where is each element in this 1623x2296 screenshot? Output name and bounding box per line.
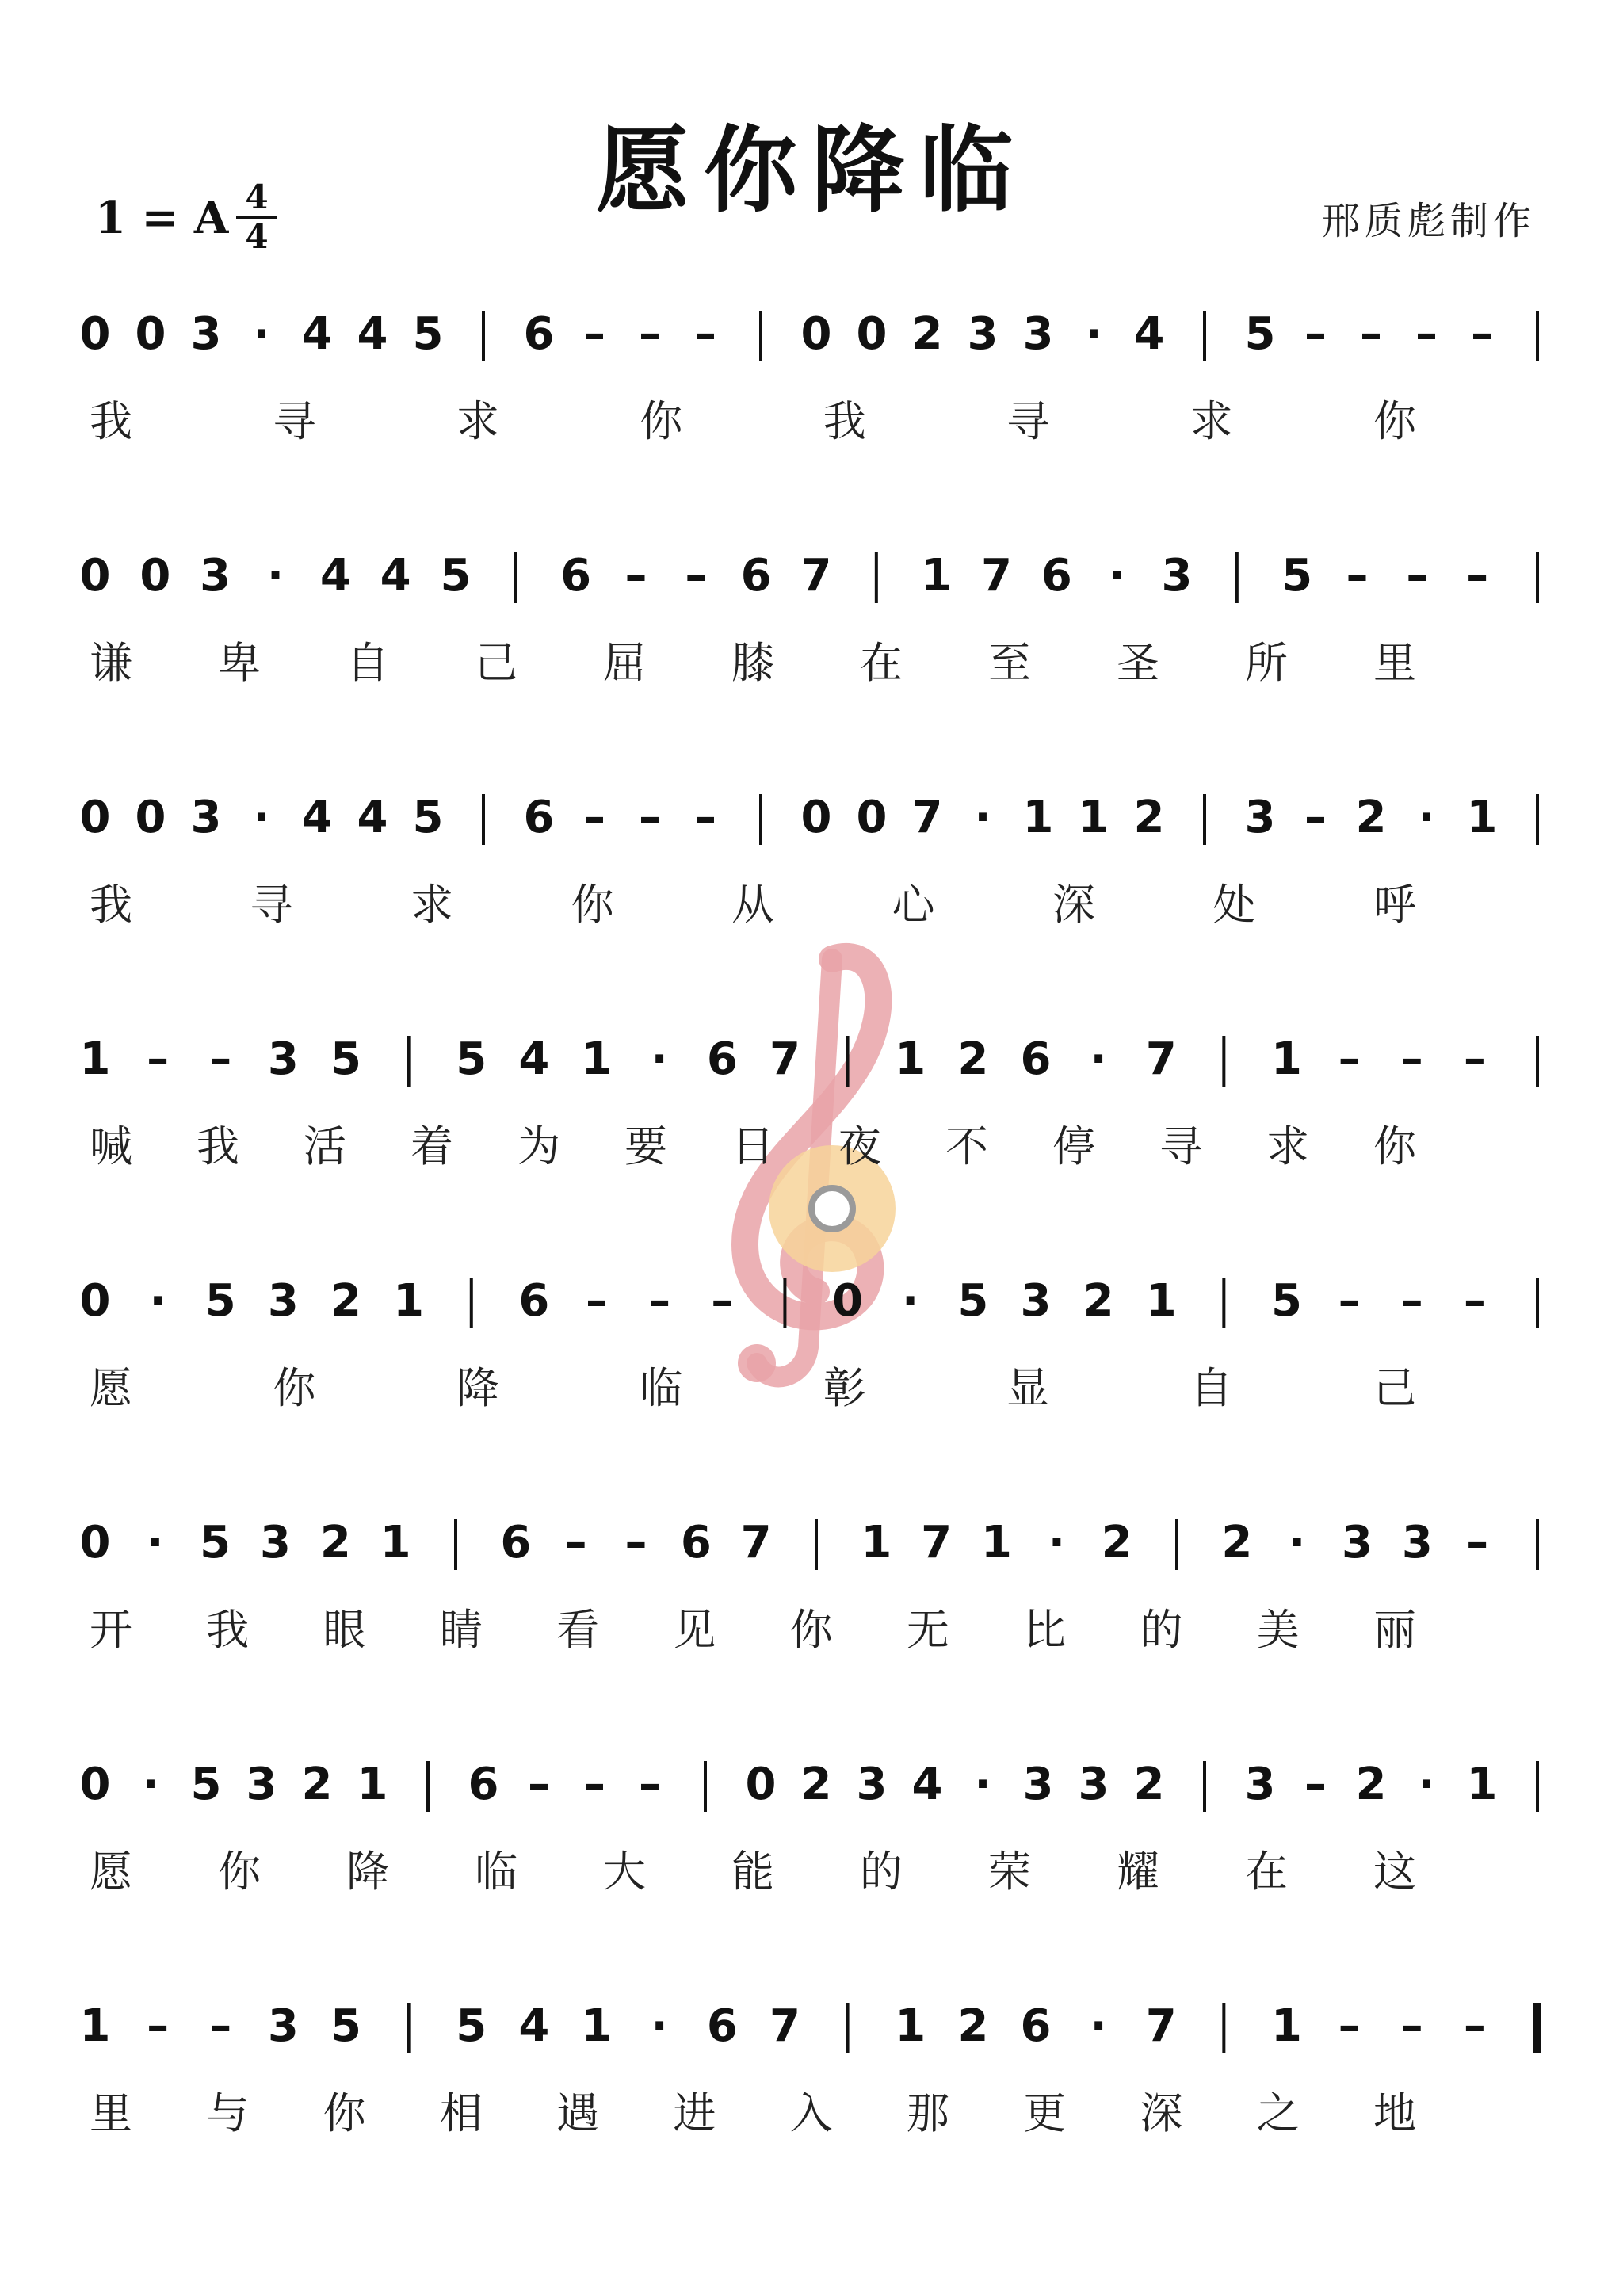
lyric-char: 心 <box>892 880 935 930</box>
lyric-char: 那 <box>906 2088 949 2138</box>
lyric-char: 日 <box>731 1121 774 1171</box>
note: 2 <box>1355 1759 1387 1810</box>
dash-extension: – <box>639 1759 661 1810</box>
lyric-char: 为 <box>517 1121 560 1171</box>
note: 2 <box>1133 792 1165 843</box>
lyric-char: 卑 <box>218 638 261 688</box>
note: 3 <box>246 1759 277 1810</box>
note: 5 <box>204 1275 236 1327</box>
dash-extension: – <box>1463 1033 1486 1085</box>
score-line <box>80 1517 1537 1655</box>
lyric-char: 自 <box>346 638 389 688</box>
dash-extension: – <box>147 1033 170 1085</box>
note: 0 <box>79 1275 111 1327</box>
note: 6 <box>1041 550 1072 602</box>
dash-extension: – <box>1466 1517 1489 1568</box>
dash-extension: – <box>1338 2000 1361 2052</box>
key-signature: 1 = A <box>95 192 229 244</box>
note: 5 <box>412 792 444 843</box>
note: 2 <box>1221 1517 1253 1568</box>
dash-extension: – <box>1463 2000 1486 2052</box>
lyric-char: 能 <box>731 1847 774 1897</box>
dash-extension: – <box>1346 550 1369 602</box>
dash-extension: – <box>583 792 605 843</box>
dot-extension: · <box>651 2000 668 2052</box>
dot-extension: · <box>902 1275 919 1327</box>
note: 6 <box>523 308 555 360</box>
lyric-char: 愿 <box>90 1847 132 1897</box>
dot-extension: · <box>651 1033 668 1085</box>
lyric-char: 地 <box>1373 2088 1416 2138</box>
dot-extension: · <box>1048 1517 1065 1568</box>
lyric-char: 圣 <box>1117 638 1159 688</box>
lyric-char: 之 <box>1256 2088 1300 2138</box>
lyric-char: 彰 <box>823 1363 866 1413</box>
dash-extension: – <box>1338 1033 1361 1085</box>
note: 5 <box>957 1275 989 1327</box>
note: 3 <box>1022 1759 1054 1810</box>
lyric-char: 我 <box>823 396 866 446</box>
lyric-char: 我 <box>90 880 132 930</box>
note: 3 <box>267 1033 299 1085</box>
dash-extension: – <box>1400 1033 1423 1085</box>
lyric-char: 不 <box>945 1121 988 1171</box>
time-signature-bottom: 4 <box>245 217 269 256</box>
lyric-char: 你 <box>323 2088 366 2138</box>
note: 5 <box>190 1759 222 1810</box>
note: 1 <box>1145 1275 1177 1327</box>
note: 5 <box>1244 308 1276 360</box>
time-signature-top: 4 <box>245 178 269 216</box>
note: 6 <box>680 1517 712 1568</box>
note: 6 <box>518 1275 550 1327</box>
note: 1 <box>79 1033 111 1085</box>
lyric-char: 里 <box>1373 638 1416 688</box>
dash-extension: – <box>583 308 605 360</box>
lyric-char: 己 <box>1373 1363 1416 1413</box>
lyric-char: 己 <box>475 638 517 688</box>
note: 4 <box>301 792 333 843</box>
note: 2 <box>1101 1517 1132 1568</box>
lyric-char: 呼 <box>1373 880 1416 930</box>
dash-extension: – <box>1415 308 1438 360</box>
note: 1 <box>1466 1759 1498 1810</box>
note: 3 <box>267 2000 299 2052</box>
note: 3 <box>1244 792 1276 843</box>
credit-text: 邢质彪制作 <box>1321 199 1536 243</box>
note: 3 <box>267 1275 299 1327</box>
score-line <box>80 792 1537 930</box>
lyric-char: 夜 <box>838 1121 881 1171</box>
note: 4 <box>357 792 388 843</box>
lyric-char: 谦 <box>90 638 132 688</box>
dash-extension: – <box>1463 1275 1486 1327</box>
note: 4 <box>911 1759 943 1810</box>
lyric-char: 你 <box>789 1605 833 1655</box>
note: 6 <box>706 1033 738 1085</box>
note: 1 <box>1022 792 1054 843</box>
dot-extension: · <box>266 550 285 602</box>
note: 6 <box>560 550 592 602</box>
lyric-char: 睛 <box>439 1605 483 1655</box>
lyric-char: 大 <box>603 1847 646 1897</box>
note: 2 <box>911 308 943 360</box>
note: 0 <box>745 1759 777 1810</box>
note: 3 <box>967 308 999 360</box>
dash-extension: – <box>564 1517 587 1568</box>
note: 3 <box>1342 1517 1373 1568</box>
note: 6 <box>523 792 555 843</box>
note: 2 <box>957 2000 989 2052</box>
note: 4 <box>518 2000 550 2052</box>
dot-extension: · <box>1090 2000 1107 2052</box>
lyric-char: 寻 <box>273 396 316 446</box>
lyric-char: 你 <box>273 1363 316 1413</box>
lyric-char: 寻 <box>1006 396 1050 446</box>
lyric-char: 膝 <box>731 638 774 688</box>
dot-extension: · <box>147 1517 164 1568</box>
note: 3 <box>1078 1759 1109 1810</box>
lyric-char: 开 <box>90 1605 132 1655</box>
note: 0 <box>79 1759 111 1810</box>
note: 5 <box>330 2000 362 2052</box>
score-line <box>80 1033 1537 1171</box>
note: 6 <box>1020 1033 1052 1085</box>
note: 2 <box>330 1275 362 1327</box>
lyric-char: 进 <box>673 2088 716 2138</box>
note: 7 <box>911 792 943 843</box>
lyric-char: 寻 <box>1159 1121 1202 1171</box>
dot-extension: · <box>1108 550 1125 602</box>
score-line <box>80 308 1537 446</box>
note: 5 <box>1281 550 1313 602</box>
lyric-char: 你 <box>1373 396 1416 446</box>
note: 0 <box>79 550 111 602</box>
dash-extension: – <box>147 2000 170 2052</box>
note: 2 <box>301 1759 333 1810</box>
score-line <box>80 1759 1537 1897</box>
lyric-char: 求 <box>1266 1121 1309 1171</box>
note: 0 <box>139 550 171 602</box>
note: 2 <box>1133 1759 1165 1810</box>
note: 7 <box>800 550 832 602</box>
note: 0 <box>79 1517 111 1568</box>
dash-extension: – <box>1466 550 1489 602</box>
lyric-char: 在 <box>860 638 903 688</box>
lyric-char: 寻 <box>250 880 293 930</box>
dash-extension: – <box>586 1275 609 1327</box>
dash-extension: – <box>1304 308 1327 360</box>
note: 4 <box>357 308 388 360</box>
lyric-char: 着 <box>411 1121 453 1171</box>
lyric-char: 求 <box>1190 396 1233 446</box>
lyric-char: 你 <box>218 1847 261 1897</box>
note: 6 <box>500 1517 532 1568</box>
note: 7 <box>921 1517 953 1568</box>
note: 0 <box>79 792 111 843</box>
note: 1 <box>895 2000 926 2052</box>
note: 0 <box>832 1275 864 1327</box>
dot-extension: · <box>1418 1759 1435 1810</box>
note: 4 <box>380 550 411 602</box>
lyric-char: 愿 <box>90 1363 132 1413</box>
note: 1 <box>1078 792 1109 843</box>
note: 0 <box>135 792 166 843</box>
note: 1 <box>921 550 953 602</box>
note: 4 <box>319 550 351 602</box>
dash-extension: – <box>711 1275 734 1327</box>
lyric-char: 停 <box>1052 1121 1095 1171</box>
lyric-char: 丽 <box>1373 1605 1416 1655</box>
lyric-char: 比 <box>1023 1605 1067 1655</box>
lyric-char: 与 <box>206 2088 250 2138</box>
lyric-char: 你 <box>571 880 614 930</box>
dash-extension: – <box>209 2000 232 2052</box>
dash-extension: – <box>694 308 716 360</box>
note: 2 <box>319 1517 351 1568</box>
lyric-char: 眼 <box>323 1605 366 1655</box>
note: 3 <box>1401 1517 1433 1568</box>
song-title: 愿你降临 <box>595 115 1027 225</box>
lyric-char: 活 <box>304 1121 346 1171</box>
note: 0 <box>135 308 166 360</box>
dash-extension: – <box>624 1517 647 1568</box>
note: 6 <box>468 1759 499 1810</box>
note: 5 <box>456 1033 487 1085</box>
lyric-char: 至 <box>988 638 1031 688</box>
note: 2 <box>1355 792 1387 843</box>
note: 6 <box>1020 2000 1052 2052</box>
lyric-char: 自 <box>1190 1363 1233 1413</box>
lyric-char: 我 <box>90 396 132 446</box>
lyric-char: 入 <box>789 2088 833 2138</box>
lyric-char: 显 <box>1006 1363 1050 1413</box>
note: 1 <box>581 1033 613 1085</box>
lyric-char: 更 <box>1023 2088 1067 2138</box>
dot-extension: · <box>142 1759 159 1810</box>
lyric-char: 里 <box>90 2088 132 2138</box>
dash-extension: – <box>639 308 661 360</box>
lyric-char: 见 <box>673 1605 716 1655</box>
dot-extension: · <box>253 792 270 843</box>
note: 4 <box>518 1033 550 1085</box>
dot-extension: · <box>253 308 270 360</box>
note: 5 <box>330 1033 362 1085</box>
lyric-char: 深 <box>1140 2088 1183 2138</box>
dot-extension: · <box>149 1275 166 1327</box>
note: 3 <box>190 308 222 360</box>
note: 3 <box>1020 1275 1052 1327</box>
dash-extension: – <box>1406 550 1429 602</box>
lyric-char: 耀 <box>1117 1847 1159 1897</box>
dash-extension: – <box>1471 308 1493 360</box>
lyric-char: 求 <box>456 396 499 446</box>
note: 4 <box>301 308 333 360</box>
score-line <box>80 2000 1537 2138</box>
dot-extension: · <box>974 792 991 843</box>
lyric-char: 荣 <box>988 1847 1031 1897</box>
lyric-char: 美 <box>1256 1605 1300 1655</box>
note: 1 <box>1270 1033 1302 1085</box>
note: 0 <box>856 308 888 360</box>
lyric-char: 我 <box>197 1121 239 1171</box>
note: 7 <box>981 550 1012 602</box>
dash-extension: – <box>648 1275 671 1327</box>
lyric-char: 我 <box>206 1605 250 1655</box>
note: 5 <box>412 308 444 360</box>
dot-extension: · <box>1418 792 1435 843</box>
score-line <box>80 550 1537 688</box>
note: 0 <box>800 792 832 843</box>
note: 1 <box>1466 792 1498 843</box>
note: 3 <box>260 1517 291 1568</box>
dash-extension: – <box>639 792 661 843</box>
note: 5 <box>200 1517 231 1568</box>
dash-extension: – <box>528 1759 550 1810</box>
note: 7 <box>740 1517 772 1568</box>
lyric-char: 求 <box>411 880 453 930</box>
dash-extension: – <box>1338 1275 1361 1327</box>
note: 1 <box>981 1517 1012 1568</box>
note: 1 <box>393 1275 425 1327</box>
dash-extension: – <box>583 1759 605 1810</box>
note: 3 <box>1161 550 1193 602</box>
note: 3 <box>856 1759 888 1810</box>
note: 5 <box>440 550 472 602</box>
note: 7 <box>1145 1033 1177 1085</box>
note: 0 <box>79 308 111 360</box>
dash-extension: – <box>624 550 647 602</box>
note: 3 <box>1022 308 1054 360</box>
lyric-char: 屈 <box>603 638 646 688</box>
lyric-char: 这 <box>1373 1847 1416 1897</box>
note: 3 <box>200 550 231 602</box>
note: 3 <box>1244 1759 1276 1810</box>
lyric-char: 你 <box>1373 1121 1416 1171</box>
note: 1 <box>357 1759 388 1810</box>
lyric-char: 看 <box>556 1605 600 1655</box>
note: 2 <box>1083 1275 1114 1327</box>
note: 4 <box>1133 308 1165 360</box>
note: 0 <box>856 792 888 843</box>
note: 1 <box>1270 2000 1302 2052</box>
dash-extension: – <box>209 1033 232 1085</box>
note: 6 <box>706 2000 738 2052</box>
note: 1 <box>895 1033 926 1085</box>
lyric-char: 在 <box>1245 1847 1288 1897</box>
lyric-char: 深 <box>1052 880 1095 930</box>
dash-extension: – <box>1400 1275 1423 1327</box>
note: 1 <box>581 2000 613 2052</box>
lyric-char: 处 <box>1212 880 1256 930</box>
note: 2 <box>957 1033 989 1085</box>
lyric-char: 喊 <box>90 1121 132 1171</box>
dot-extension: · <box>974 1759 991 1810</box>
dot-extension: · <box>1085 308 1102 360</box>
note: 2 <box>800 1759 832 1810</box>
note: 1 <box>380 1517 411 1568</box>
dash-extension: – <box>1304 792 1327 843</box>
lyric-char: 的 <box>860 1847 903 1897</box>
lyric-char: 遇 <box>556 2088 600 2138</box>
lyric-char: 的 <box>1140 1605 1183 1655</box>
dash-extension: – <box>1360 308 1382 360</box>
dot-extension: · <box>1289 1517 1306 1568</box>
note: 3 <box>190 792 222 843</box>
lyric-char: 相 <box>439 2088 483 2138</box>
lyric-char: 你 <box>640 396 683 446</box>
dot-extension: · <box>1090 1033 1107 1085</box>
dash-extension: – <box>1400 2000 1423 2052</box>
note: 1 <box>861 1517 892 1568</box>
note: 1 <box>79 2000 111 2052</box>
lyric-char: 所 <box>1245 638 1288 688</box>
dash-extension: – <box>1304 1759 1327 1810</box>
dash-extension: – <box>694 792 716 843</box>
lyric-char: 降 <box>346 1847 389 1897</box>
lyric-char: 降 <box>456 1363 499 1413</box>
note: 6 <box>740 550 772 602</box>
note: 5 <box>456 2000 487 2052</box>
dash-extension: – <box>685 550 708 602</box>
note: 5 <box>1270 1275 1302 1327</box>
note: 0 <box>800 308 832 360</box>
lyric-char: 临 <box>640 1363 683 1413</box>
lyric-char: 要 <box>624 1121 667 1171</box>
lyric-char: 从 <box>731 880 774 930</box>
note: 7 <box>769 2000 800 2052</box>
lyric-char: 临 <box>475 1847 517 1897</box>
lyric-char: 无 <box>906 1605 949 1655</box>
score-line <box>80 1275 1537 1413</box>
note: 7 <box>1145 2000 1177 2052</box>
note: 7 <box>769 1033 800 1085</box>
